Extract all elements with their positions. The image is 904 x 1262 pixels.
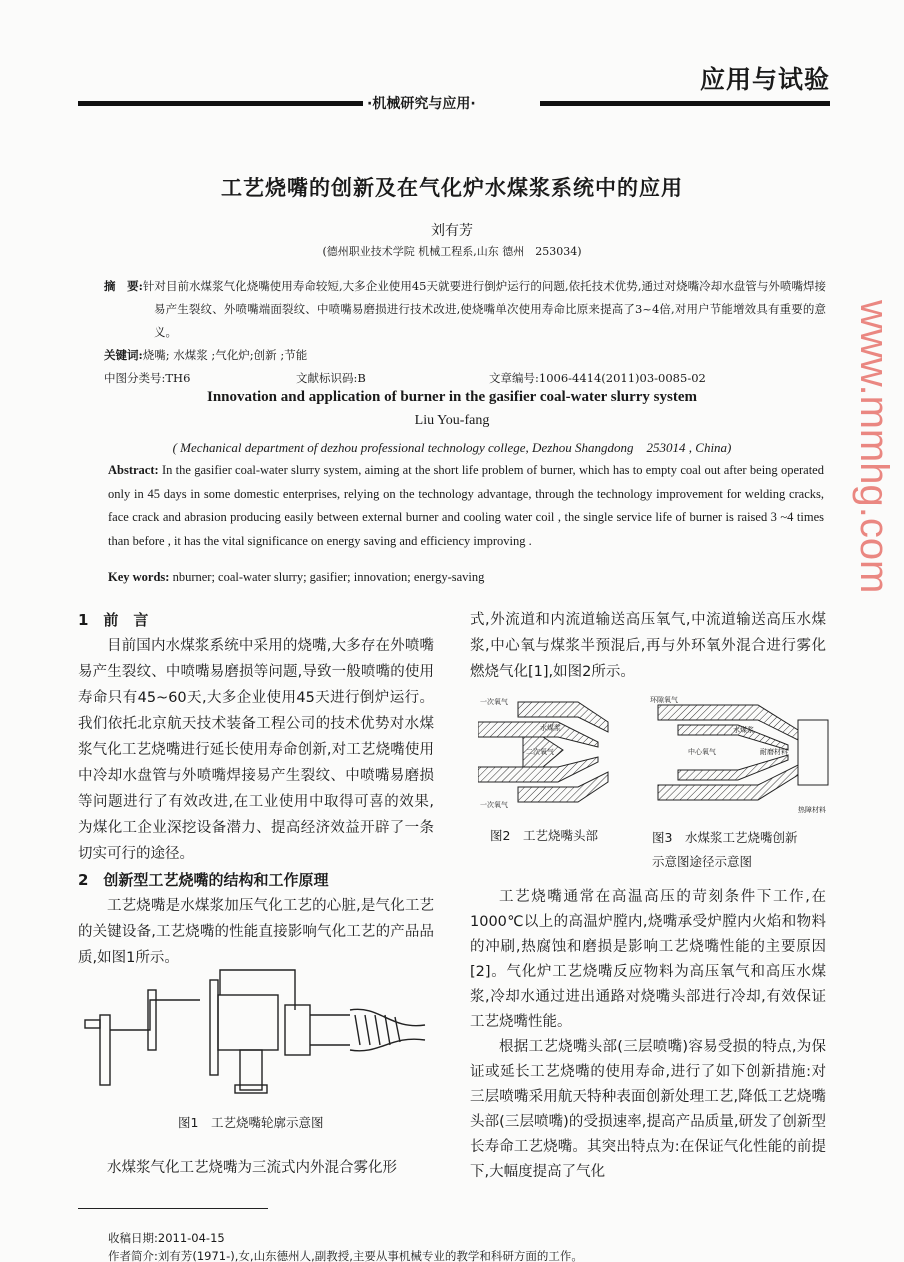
right-column-bottom	[470, 885, 826, 1185]
affiliation: (德州职业技术学院 机械工程系,山东 德州 253034)	[322, 245, 582, 258]
received-date: 收稿日期:2011-04-15	[108, 1231, 225, 1245]
paragraph: 工艺烧嘴是水煤浆加压气化工艺的心脏,是气化工艺的关键设备,工艺烧嘴的性能直接影响气化工艺的产品品质,如图1所示。	[78, 898, 434, 966]
english-abstract-text: In the gasifier coal-water slurry system, aiming at the short life problem of burner, which has to empty coal out after being operated only in 45 days in some domestic enterprises, relying on the technology advantage, through the technology improvement for welding cracks, face crack and abrasion producing easily between external burner and cooling water coil , the single service life of burner is raised 3 ~4 times than before , it has the vital significance on energy saving and efficiency improving .	[108, 463, 824, 548]
article-number: 文章编号:1006-4414(2011)03-0085-02	[489, 371, 706, 385]
journal-name: ·机械研究与应用·	[367, 96, 476, 112]
label-thermal-barrier: 热障材料	[798, 806, 826, 814]
left-column	[78, 607, 434, 971]
right-column-top	[470, 607, 826, 685]
footnote-rule	[78, 1208, 268, 1209]
english-abstract-label: Abstract:	[108, 463, 159, 477]
keywords-text: 烧嘴; 水煤浆 ;气化炉;创新 ;节能	[142, 348, 308, 362]
abstract-text: 针对目前水煤浆气化烧嘴使用寿命较短,大多企业使用45天就要进行倒炉运行的问题,依托技术优势,通过对烧嘴冷却水盘管与外喷嘴焊接易产生裂纹、外喷嘴端面裂纹、中喷嘴易磨损进行技术改进,使烧嘴单次使用寿命比原来提高了3~4倍,对用户节能增效具有重要的意义。	[142, 279, 827, 339]
doc-code: 文献标识码:B	[296, 371, 366, 385]
left-column-end	[78, 1155, 434, 1181]
section-heading-2: 2 创新型工艺烧嘴的结构和工作原理	[78, 871, 329, 889]
english-abstract	[108, 459, 824, 553]
header-rule-right	[540, 101, 830, 106]
figure-3-innovative-burner	[648, 690, 833, 815]
figure-1-burner-outline	[80, 960, 430, 1105]
watermark: www.mmhg.com	[852, 300, 896, 594]
figure-3-caption: 图3 水煤浆工艺烧嘴创新示意图途径示意图	[652, 830, 798, 869]
paragraph: 水煤浆气化工艺烧嘴为三流式内外混合雾化形	[107, 1160, 397, 1176]
label-primary-oxygen: 一次氧气	[480, 698, 508, 706]
label-slurry: 水煤浆	[540, 724, 561, 732]
label-slurry: 水煤浆	[733, 726, 754, 734]
figure-2-burner-head	[478, 692, 628, 812]
label-ring-oxygen: 环隙氧气	[650, 696, 678, 704]
label-primary-oxygen-2: 一次氧气	[480, 801, 508, 809]
keywords-label: 关键词:	[104, 348, 143, 362]
english-keywords-text: nburner; coal-water slurry; gasifier; innovation; energy-saving	[169, 570, 485, 584]
author-bio: 作者简介:刘有芳(1971-),女,山东德州人,副教授,主要从事机械专业的教学和科研方面的工作。	[108, 1249, 583, 1262]
label-secondary-oxygen: 二次氧气	[526, 748, 554, 756]
header-rule-left	[78, 101, 363, 106]
english-affiliation: ( Mechanical department of dezhou professional technology college, Dezhou Shangdong 253014 , China)	[172, 440, 732, 455]
clc-number: 中图分类号:TH6	[104, 371, 191, 385]
english-keywords-label: Key words:	[108, 570, 170, 584]
english-title: Innovation and application of burner in the gasifier coal-water slurry system	[206, 389, 697, 405]
paragraph: 根据工艺烧嘴头部(三层喷嘴)容易受损的特点,为保证或延长工艺烧嘴的使用寿命,进行了如下创新措施:对三层喷嘴采用航天特种表面创新处理工艺,降低工艺烧嘴头部(三层喷嘴)的受损速率,提高产品质量,研发了创新型长寿命工艺烧嘴。其突出特点为:在保证气化性能的前提下,大幅度提高了气化	[470, 1039, 826, 1180]
paragraph: 目前国内水煤浆系统中采用的烧嘴,大多存在外喷嘴易产生裂纹、中喷嘴易磨损等问题,导致一般喷嘴的使用寿命只有45~60天,大多企业使用45天进行倒炉运行。我们依托北京航天技术装备工程公司的技术优势对水煤浆气化工艺烧嘴进行延长使用寿命创新,对工艺烧嘴使用中冷却水盘管与外喷嘴焊接易产生裂纹、中喷嘴易磨损等问题进行了有效改进,在工业使用中取得可喜的效果,为煤化工企业深挖设备潜力、提高经济效益开辟了一条切实可行的途径。	[78, 638, 434, 862]
paragraph: 工艺烧嘴通常在高温高压的苛刻条件下工作,在1000℃以上的高温炉膛内,烧嘴承受炉膛内火焰和物料的冲刷,热腐蚀和磨损是影响工艺烧嘴性能的主要原因[2]。气化炉工艺烧嘴反应物料为高压氧气和高压水煤浆,冷却水通过进出通路对烧嘴头部进行冷却,有效保证工艺烧嘴性能。	[470, 889, 826, 1030]
section-tag: 应用与试验	[699, 65, 830, 94]
abstract-label: 摘 要:	[104, 279, 143, 293]
section-heading-1: 1 前 言	[78, 611, 149, 629]
figure-1-caption: 图1 工艺烧嘴轮廓示意图	[178, 1115, 324, 1130]
figure-2-caption: 图2 工艺烧嘴头部	[490, 828, 598, 843]
keywords-cn	[104, 344, 824, 367]
paper-title: 工艺烧嘴的创新及在气化炉水煤浆系统中的应用	[221, 176, 683, 200]
author: 刘有芳	[431, 223, 473, 239]
paragraph: 式,外流道和内流道输送高压氧气,中流道输送高压水煤浆,中心氧与煤浆半预混后,再与外环氧外混合进行雾化燃烧气化[1],如图2所示。	[470, 612, 826, 680]
abstract-cn	[104, 275, 826, 344]
label-wear-material: 耐磨材料	[760, 748, 788, 756]
english-keywords	[108, 570, 484, 585]
label-center-oxygen: 中心氧气	[688, 748, 716, 756]
english-author: Liu You-fang	[414, 413, 490, 428]
